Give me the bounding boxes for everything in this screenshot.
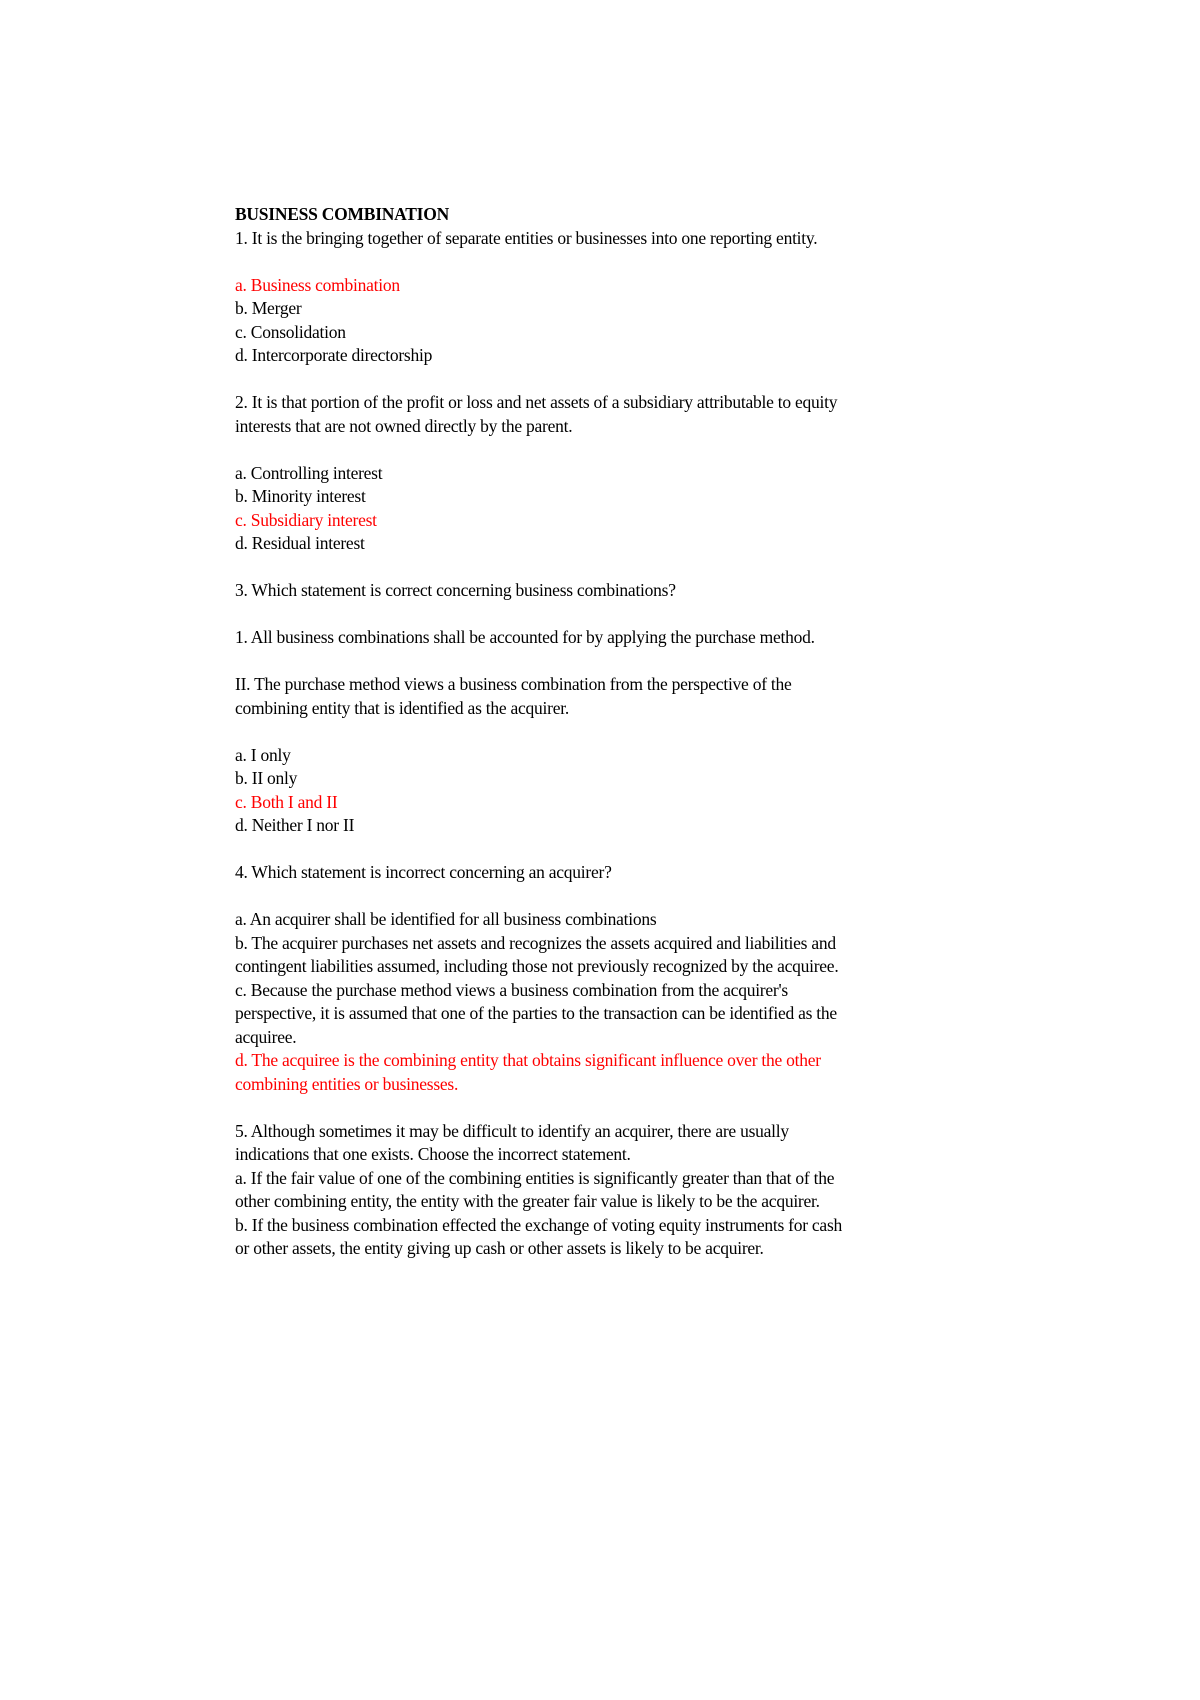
question-4-choice-c-line-3: acquiree.: [235, 1026, 297, 1047]
question-1: [235, 227, 995, 368]
spacer: [235, 438, 995, 462]
question-1-choice-d: d. Intercorporate directorship: [235, 345, 433, 365]
spacer: [235, 838, 995, 862]
spacer: [235, 885, 995, 909]
question-4-choice-c-line-2: perspective, it is assumed that one of the parties to the transaction can be identified as the: [235, 1003, 837, 1023]
question-3-choice-a: a. I only: [235, 744, 291, 765]
question-3-statement-2-line-2: combining entity that is identified as the acquirer.: [235, 697, 569, 718]
question-4-choice-b-line-1: b. The acquirer purchases net assets and recognizes the assets acquired and liabilities and: [235, 932, 836, 953]
question-3-choice-d: d. Neither I nor II: [235, 815, 355, 835]
question-3-statement-2-line-1: II. The purchase method views a business combination from the perspective of the: [235, 674, 792, 694]
question-3: [235, 579, 995, 838]
question-2-choice-a: a. Controlling interest: [235, 462, 383, 483]
spacer: [235, 250, 995, 274]
question-1-choice-b: b. Merger: [235, 298, 302, 318]
question-4-choice-a: a. An acquirer shall be identified for all business combinations: [235, 909, 657, 929]
question-4-choice-c-line-1: c. Because the purchase method views a business combination from the acquirer's: [235, 979, 788, 1000]
question-2-choice-b: b. Minority interest: [235, 486, 366, 506]
question-4-stem: 4. Which statement is incorrect concerning an acquirer?: [235, 862, 612, 882]
spacer: [235, 1096, 995, 1120]
question-4-choice-b-line-2: contingent liabilities assumed, including those not previously recognized by the acquiree.: [235, 956, 839, 976]
document-page: [235, 203, 995, 1261]
document-title: BUSINESS COMBINATION: [235, 204, 449, 224]
spacer: [235, 603, 995, 627]
question-2: [235, 391, 995, 556]
question-1-stem: 1. It is the bringing together of separate entities or businesses into one reporting entity.: [235, 227, 818, 248]
question-5-stem-line-2: indications that one exists. Choose the incorrect statement.: [235, 1144, 631, 1164]
question-3-choice-b: b. II only: [235, 768, 298, 788]
spacer: [235, 368, 995, 392]
question-3-stem: 3. Which statement is correct concerning business combinations?: [235, 580, 676, 600]
spacer: [235, 556, 995, 580]
question-1-choice-a: a. Business combination: [235, 274, 400, 295]
question-4: [235, 861, 995, 1096]
question-5-choice-b-line-1: b. If the business combination effected the exchange of voting equity instruments for cash: [235, 1214, 843, 1235]
question-2-choice-c: c. Subsidiary interest: [235, 509, 377, 530]
question-4-choice-d-line-2: combining entities or businesses.: [235, 1073, 459, 1094]
question-2-stem-line-2: interests that are not owned directly by the parent.: [235, 415, 573, 436]
question-3-statement-1: 1. All business combinations shall be accounted for by applying the purchase method.: [235, 627, 815, 647]
question-5: [235, 1120, 995, 1261]
spacer: [235, 720, 995, 744]
question-5-choice-a-line-1: a. If the fair value of one of the combining entities is significantly greater than that of the: [235, 1167, 835, 1188]
question-4-choice-d-line-1: d. The acquiree is the combining entity that obtains significant influence over the other: [235, 1050, 821, 1070]
question-2-stem-line-1: 2. It is that portion of the profit or loss and net assets of a subsidiary attributable to equity: [235, 392, 838, 412]
question-3-choice-c: c. Both I and II: [235, 791, 338, 812]
question-5-choice-b-line-2: or other assets, the entity giving up cash or other assets is likely to be acquirer.: [235, 1238, 764, 1258]
question-1-choice-c: c. Consolidation: [235, 321, 346, 342]
spacer: [235, 650, 995, 674]
question-2-choice-d: d. Residual interest: [235, 533, 365, 553]
question-5-stem-line-1: 5. Although sometimes it may be difficult to identify an acquirer, there are usually: [235, 1120, 789, 1141]
question-5-choice-a-line-2: other combining entity, the entity with the greater fair value is likely to be the acquirer.: [235, 1191, 820, 1211]
